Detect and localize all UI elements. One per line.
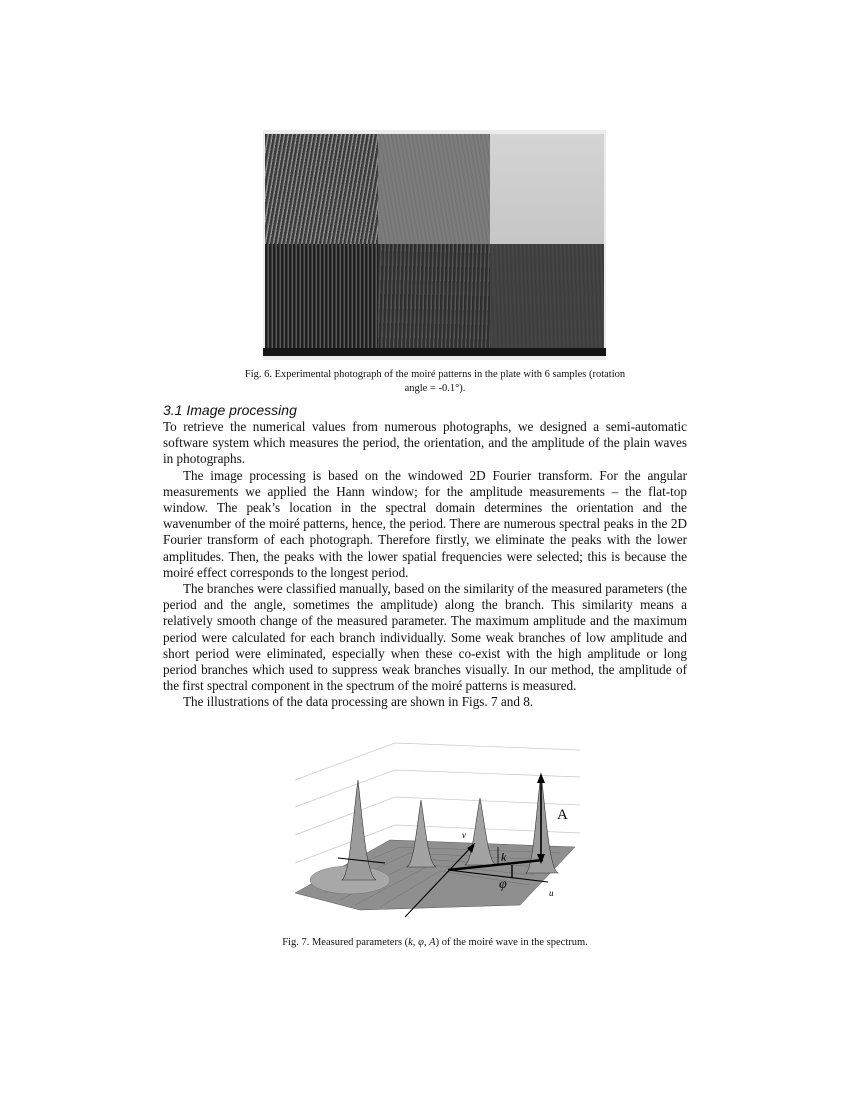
paragraph-3: The branches were classified manually, based on the similarity of the measured parameters (the period and the angle, sometimes the amplitude) along the branch. This similarity means a relatively smooth change of the measured parameter. The maximum amplitude and the maximum period were calculated for each branch individually. Some weak branches of low amplitude and short period were eliminated, especially when these co-exist with the high amplitude or long period branches which used to suppress weak branches visually. In our method, the amplitude of the first spectral component in the spectrum of the moiré patterns is measured. bbox=[163, 581, 687, 694]
paragraph-2: The image processing is based on the windowed 2D Fourier transform. For the angular measurements we applied the Hann window; for the amplitude measurements – the flat-top window. The peak’s location in the spectral domain determines the orientation and the wavenumber of the moiré patterns, hence, the period. There are numerous spectral peaks in the 2D Fourier transform of each photograph. Therefore firstly, we eliminate the peaks with the lower amplitudes. Then, the peaks with the lower spatial frequencies were selected; this is because the moiré effect corresponds to the longest period. bbox=[163, 467, 687, 580]
moire-sample-5 bbox=[378, 244, 490, 350]
moire-sample-6 bbox=[490, 244, 604, 350]
paragraph-4: The illustrations of the data processing are shown in Figs. 7 and 8. bbox=[183, 694, 534, 710]
figure-7-spectrum-plot bbox=[290, 735, 590, 925]
section-body bbox=[163, 419, 687, 711]
label-v: v bbox=[462, 830, 466, 840]
label-A: A bbox=[557, 807, 568, 823]
moire-sample-3 bbox=[490, 134, 604, 244]
section-heading: 3.1 Image processing bbox=[163, 402, 297, 418]
label-phi: φ bbox=[499, 877, 507, 892]
figure-6-caption: Fig. 6. Experimental photograph of the moiré patterns in the plate with 6 samples (rotation angle = -0.1°). bbox=[244, 369, 626, 394]
moire-sample-2 bbox=[378, 134, 490, 244]
figure-7-caption: Fig. 7. Measured parameters (k, φ, A) of the moiré wave in the spectrum. bbox=[282, 937, 588, 948]
figure-6-photo bbox=[263, 130, 606, 360]
paragraph-1: To retrieve the numerical values from numerous photographs, we designed a semi-automatic software system which measures the period, the orientation, and the amplitude of the plain waves in photographs. bbox=[163, 419, 687, 467]
label-k: k bbox=[501, 850, 507, 864]
plate-bottom-edge bbox=[263, 348, 606, 356]
moire-sample-4 bbox=[265, 244, 378, 350]
label-u: u bbox=[549, 888, 554, 898]
moire-sample-1 bbox=[265, 134, 378, 244]
